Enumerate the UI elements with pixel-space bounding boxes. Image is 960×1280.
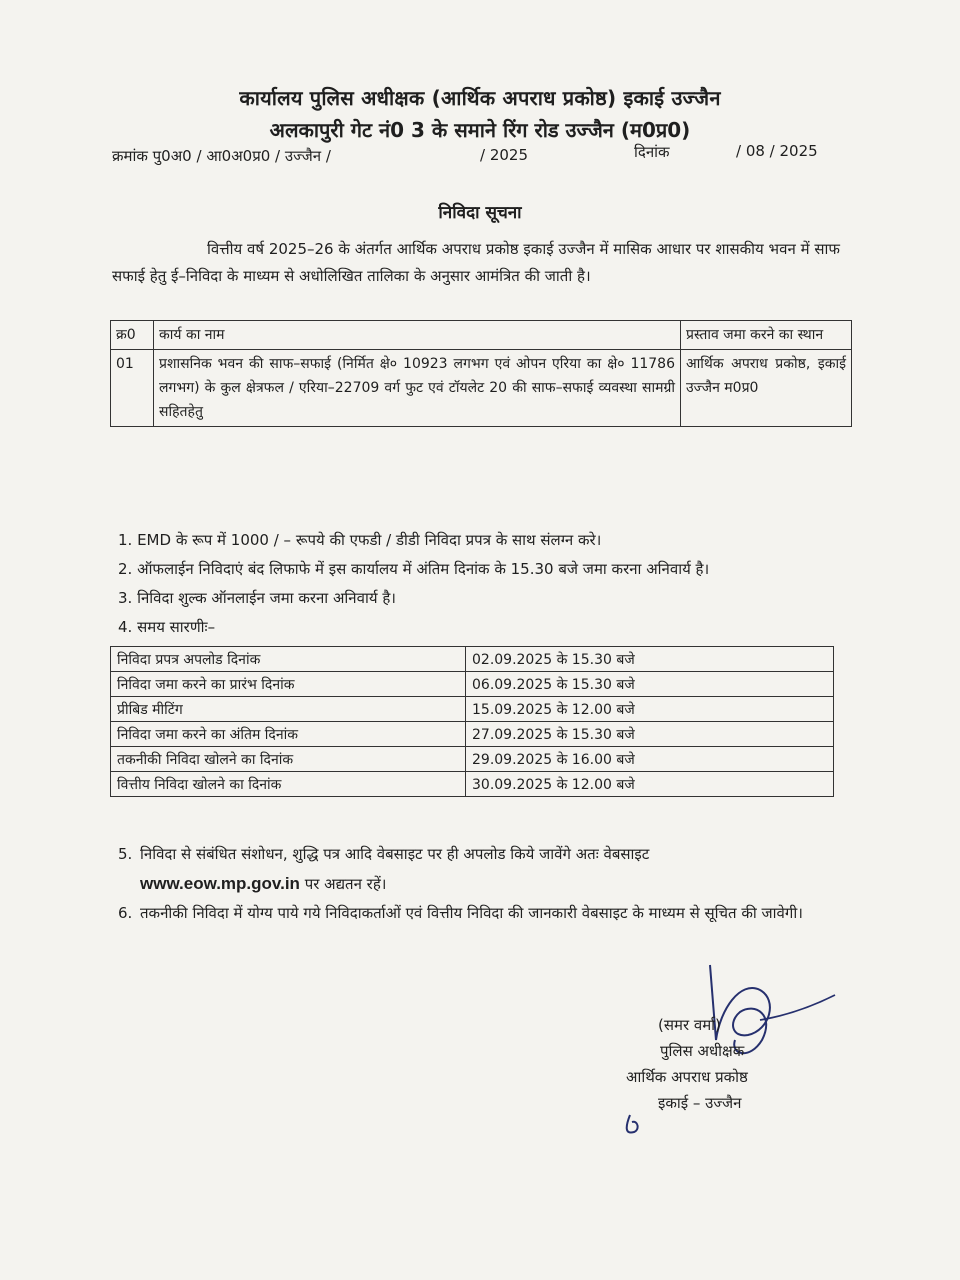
- signatory-designation: पुलिस अधीक्षक: [660, 1042, 745, 1060]
- schedule-event: प्रीबिड मीटिंग: [111, 697, 466, 722]
- intro-paragraph: वित्तीय वर्ष 2025–26 के अंतर्गत आर्थिक अपराध प्रकोष्ठ इकाई उज्जैन में मासिक आधार पर शासकीय भवन में साफ सफाई हेतु ई–निविदा के माध्यम से अधोलिखित तालिका के अनुसार आमंत्रित की जाती है।: [112, 240, 840, 285]
- schedule-event: निविदा जमा करने का अंतिम दिनांक: [111, 722, 466, 747]
- table-row: [111, 722, 834, 747]
- note-website: [118, 840, 828, 899]
- note-number: 6.: [118, 904, 133, 922]
- note-offline: 2. ऑफलाईन निविदाएं बंद लिफाफे में इस कार्यालय में अंतिम दिनांक के 15.30 बजे जमा करना अनिवार्य है।: [118, 560, 710, 578]
- schedule-time: 30.09.2025 के 12.00 बजे: [466, 772, 834, 797]
- date-value: / 08 / 2025: [736, 142, 818, 160]
- schedule-time: 15.09.2025 के 12.00 बजे: [466, 697, 834, 722]
- reference-line: [112, 142, 832, 170]
- signatory-unit: इकाई – उज्जैन: [658, 1094, 742, 1112]
- header-place: प्रस्ताव जमा करने का स्थान: [681, 321, 852, 350]
- note-emd: 1. EMD के रूप में 1000 / – रूपये की एफडी / डीडी निविदा प्रपत्र के साथ संलग्न करे।: [118, 531, 602, 549]
- table-row: [111, 647, 834, 672]
- schedule-event: निविदा प्रपत्र अपलोड दिनांक: [111, 647, 466, 672]
- date-label: दिनांक: [634, 143, 670, 161]
- schedule-event: वित्तीय निविदा खोलने का दिनांक: [111, 772, 466, 797]
- website-link[interactable]: www.eow.mp.gov.in: [140, 874, 300, 893]
- table-row: [111, 697, 834, 722]
- reference-year: / 2025: [480, 146, 528, 164]
- schedule-time: 06.09.2025 के 15.30 बजे: [466, 672, 834, 697]
- row-work: प्रशासनिक भवन की साफ–सफाई (निर्मित क्षे० 10923 लगभग एवं ओपन एरिया का क्षे० 11786 लगभग) के कुल क्षेत्रफल / एरिया–22709 वर्ग फुट एवं टॉयलेट 20 की साफ–सफाई व्यवस्था सामग्री सहितहेतु: [154, 350, 681, 427]
- signatory-department: आर्थिक अपराध प्रकोष्ठ: [626, 1068, 748, 1086]
- table-row: [111, 672, 834, 697]
- note-fee: 3. निविदा शुल्क ऑनलाईन जमा करना अनिवार्य है।: [118, 589, 396, 607]
- work-table-header: [111, 321, 852, 350]
- note-technical: [118, 899, 828, 928]
- schedule-time: 27.09.2025 के 15.30 बजे: [466, 722, 834, 747]
- note-website-text: [140, 840, 828, 899]
- header-work: कार्य का नाम: [154, 321, 681, 350]
- notice-title: निविदा सूचना: [438, 203, 522, 223]
- notes-list-2: [118, 840, 828, 928]
- office-address-heading: अलकापुरी गेट नं0 3 के समाने रिंग रोड उज्जैन (म0प्र0): [269, 118, 691, 142]
- schedule-time: 29.09.2025 के 16.00 बजे: [466, 747, 834, 772]
- office-name-heading: कार्यालय पुलिस अधीक्षक (आर्थिक अपराध प्रकोष्ठ) इकाई उज्जैन: [239, 86, 721, 110]
- row-sno: 01: [111, 350, 154, 427]
- table-row: [111, 772, 834, 797]
- schedule-event: निविदा जमा करने का प्रारंभ दिनांक: [111, 672, 466, 697]
- schedule-table: [110, 646, 834, 797]
- notes-list: [118, 527, 838, 643]
- table-row: [111, 747, 834, 772]
- signatory-name: (समर वर्मा): [658, 1016, 721, 1034]
- reference-number: क्रमांक पु0अ0 / आ0अ0प्र0 / उज्जैन /: [112, 147, 331, 165]
- note-technical-text: तकनीकी निविदा में योग्य पाये गये निविदाकर्ताओं एवं वित्तीय निविदा की जानकारी वेबसाइट के माध्यम से सूचित की जावेगी।: [140, 904, 803, 922]
- header-sno: क्र0: [111, 321, 154, 350]
- schedule-time: 02.09.2025 के 15.30 बजे: [466, 647, 834, 672]
- note-website-text-before: निविदा से संबंधित संशोधन, शुद्धि पत्र आदि वेबसाइट पर ही अपलोड किये जावेंगे अतः वेबसाइट: [140, 845, 650, 863]
- work-table: [110, 320, 852, 427]
- note-schedule-heading: 4. समय सारणीः–: [118, 618, 216, 636]
- schedule-event: तकनीकी निविदा खोलने का दिनांक: [111, 747, 466, 772]
- note-number: 5.: [118, 845, 133, 863]
- note-website-text-after: पर अद्यतन रहें।: [299, 875, 387, 893]
- row-place: आर्थिक अपराध प्रकोष्ठ, इकाई उज्जैन म0प्र0: [681, 350, 852, 427]
- signature-block: [600, 1012, 820, 1116]
- table-row: [111, 350, 852, 427]
